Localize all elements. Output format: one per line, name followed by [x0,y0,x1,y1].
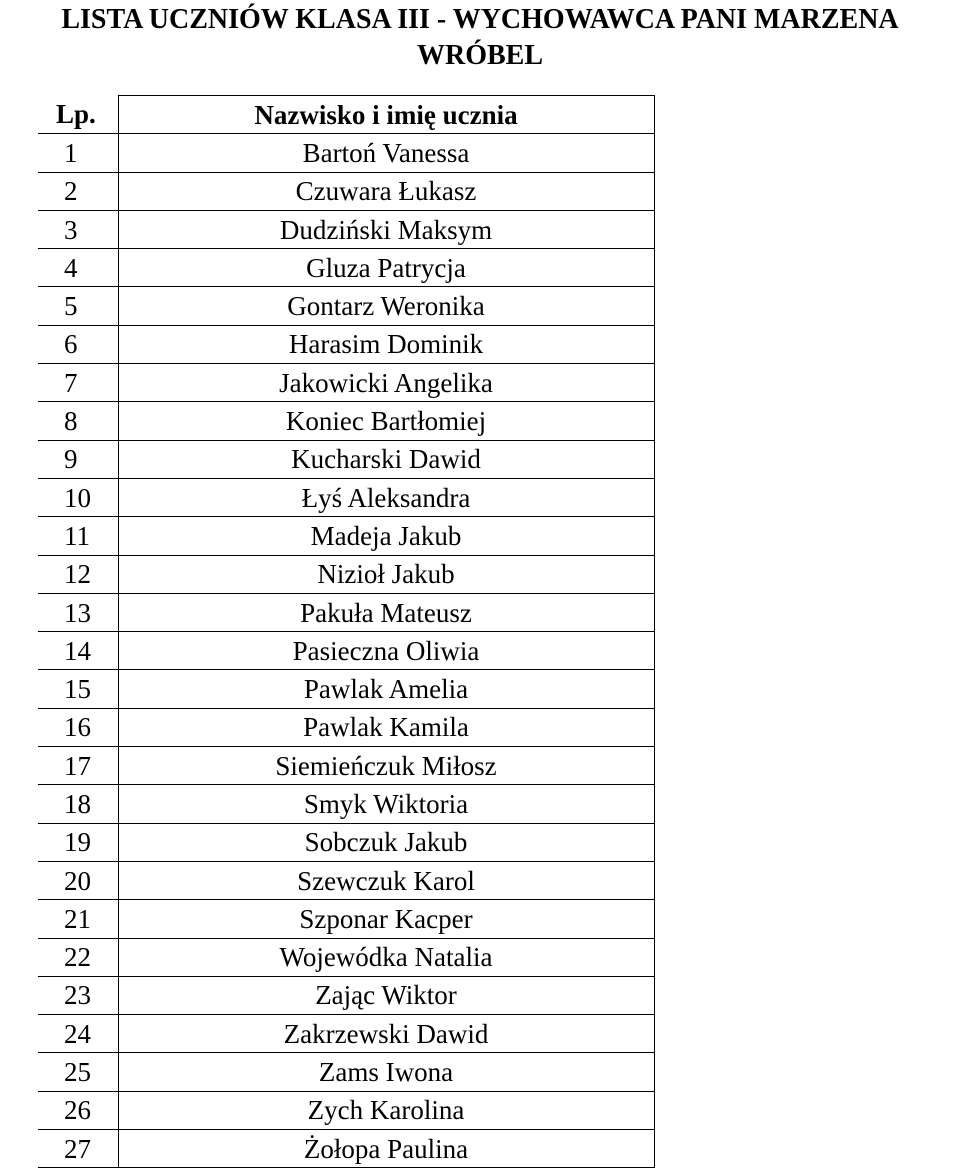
row-number-cell: 21 [38,900,118,938]
table-row [38,900,654,938]
row-number-cell: 8 [38,402,118,440]
page-title: LISTA UCZNIÓW KLASA III - WYCHOWAWCA PANI MARZENA WRÓBEL [61,4,899,71]
table-row [38,976,654,1014]
table-row [38,823,654,861]
student-rows [38,134,654,1168]
row-number-cell: 3 [38,210,118,248]
row-number-cell: 25 [38,1053,118,1091]
table-row [38,249,654,287]
student-name-cell: Dudziński Maksym [118,210,654,248]
row-number-cell: 14 [38,632,118,670]
student-name-cell: Kucharski Dawid [118,440,654,478]
student-name-cell: Gontarz Weronika [118,287,654,325]
table-row [38,593,654,631]
row-number-cell: 1 [38,134,118,172]
row-number-cell: 6 [38,325,118,363]
row-number-cell: 12 [38,555,118,593]
student-name-cell: Zając Wiktor [118,976,654,1014]
table-row [38,1015,654,1053]
row-number-cell: 26 [38,1091,118,1129]
student-name-cell: Czuwara Łukasz [118,172,654,210]
row-number-cell: 24 [38,1015,118,1053]
student-name-cell: Koniec Bartłomiej [118,402,654,440]
student-name-cell: Pawlak Kamila [118,708,654,746]
row-number-cell: 20 [38,861,118,899]
table-row [38,1130,654,1168]
row-number-cell: 9 [38,440,118,478]
student-name-cell: Gluza Patrycja [118,249,654,287]
table-row [38,517,654,555]
table-row [38,478,654,516]
table-row [38,440,654,478]
row-number-cell: 17 [38,747,118,785]
table-row [38,1091,654,1129]
table-row [38,134,654,172]
student-name-cell: Harasim Dominik [118,325,654,363]
student-name-cell: Łyś Aleksandra [118,478,654,516]
table-row [38,325,654,363]
column-header-lp: Lp. [38,96,118,134]
student-name-cell: Madeja Jakub [118,517,654,555]
student-name-cell: Pawlak Amelia [118,670,654,708]
student-name-cell: Siemieńczuk Miłosz [118,747,654,785]
row-number-cell: 18 [38,785,118,823]
student-name-cell: Zakrzewski Dawid [118,1015,654,1053]
table-row [38,632,654,670]
student-name-cell: Zych Karolina [118,1091,654,1129]
row-number-cell: 23 [38,976,118,1014]
student-name-cell: Wojewódka Natalia [118,938,654,976]
table-row [38,364,654,402]
student-name-cell: Bartoń Vanessa [118,134,654,172]
row-number-cell: 2 [38,172,118,210]
row-number-cell: 5 [38,287,118,325]
table-row [38,708,654,746]
student-name-cell: Jakowicki Angelika [118,364,654,402]
row-number-cell: 27 [38,1130,118,1168]
table-row [38,555,654,593]
row-number-cell: 19 [38,823,118,861]
table-row [38,287,654,325]
table-row [38,1053,654,1091]
student-name-cell: Nizioł Jakub [118,555,654,593]
table-row [38,402,654,440]
row-number-cell: 16 [38,708,118,746]
row-number-cell: 7 [38,364,118,402]
table-row [38,172,654,210]
row-number-cell: 11 [38,517,118,555]
student-list-table [38,95,655,1168]
student-name-cell: Szponar Kacper [118,900,654,938]
row-number-cell: 13 [38,593,118,631]
table-row [38,785,654,823]
student-name-cell: Pasieczna Oliwia [118,632,654,670]
row-number-cell: 15 [38,670,118,708]
student-name-cell: Pakuła Mateusz [118,593,654,631]
table-row [38,210,654,248]
row-number-cell: 22 [38,938,118,976]
table-row [38,670,654,708]
student-name-cell: Żołopa Paulina [118,1130,654,1168]
table-row [38,938,654,976]
row-number-cell: 10 [38,478,118,516]
table-header-row [38,96,654,134]
student-name-cell: Smyk Wiktoria [118,785,654,823]
row-number-cell: 4 [38,249,118,287]
table-row [38,747,654,785]
student-name-cell: Zams Iwona [118,1053,654,1091]
table-row [38,861,654,899]
column-header-name: Nazwisko i imię ucznia [118,96,654,134]
student-name-cell: Szewczuk Karol [118,861,654,899]
student-name-cell: Sobczuk Jakub [118,823,654,861]
